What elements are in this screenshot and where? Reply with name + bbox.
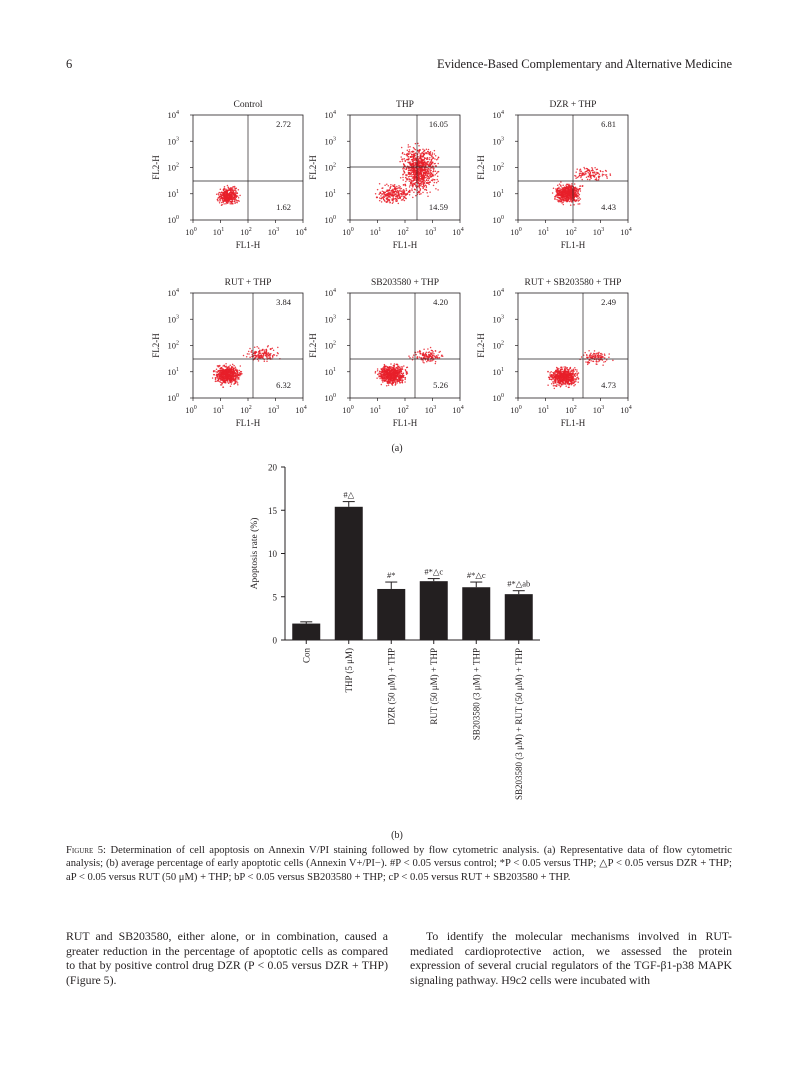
- y-tick-label: $10^1$: [167, 366, 179, 377]
- x-tick-label: $10^4$: [452, 227, 464, 237]
- x-tick-label: $10^0$: [185, 405, 197, 415]
- x-tick-label: $10^2$: [397, 227, 409, 237]
- body-text-left: RUT and SB203580, either alone, or in combination, caused a greater reduction in the percentage of apoptotic cells as compared to that by positive control drug DZR (P < 0.05 versus DZR + THP) (Figure 5).: [66, 929, 388, 987]
- bar: [420, 581, 448, 640]
- panel-a-label: (a): [391, 443, 403, 454]
- journal-title: Evidence-Based Complementary and Alternative Medicine: [436, 57, 732, 71]
- flow-panel-title: DZR + THP: [549, 100, 597, 110]
- figure-caption: [66, 844, 732, 884]
- y-tick-label: 10: [268, 549, 277, 559]
- x-tick-label: $10^0$: [342, 405, 354, 415]
- caption-lead: Figure 5:: [66, 845, 107, 856]
- y-tick-label: $10^3$: [167, 314, 179, 325]
- y-tick-label: $10^0$: [492, 215, 504, 225]
- x-tick-label: $10^4$: [452, 405, 464, 415]
- flow-panel: [151, 100, 307, 250]
- y-tick-label: $10^3$: [167, 136, 179, 147]
- x-tick-label: $10^1$: [212, 405, 225, 415]
- y-tick-label: $10^0$: [492, 393, 504, 403]
- lower-right-value: 1.62: [276, 202, 291, 212]
- y-axis-label: FL2-H: [308, 333, 318, 358]
- y-tick-label: $10^3$: [324, 314, 336, 325]
- scatter-points: [212, 345, 281, 388]
- panel-b-label: (b): [391, 830, 403, 841]
- y-tick-label: $10^4$: [324, 288, 336, 298]
- x-category-label: RUT (50 μM) + THP: [428, 648, 439, 725]
- y-tick-label: 0: [272, 635, 277, 646]
- scatter-points: [216, 185, 241, 206]
- y-tick-label: $10^1$: [324, 366, 336, 377]
- x-tick-label: $10^0$: [342, 227, 354, 237]
- y-tick-label: $10^1$: [492, 366, 504, 377]
- bar: [462, 587, 490, 640]
- y-tick-label: $10^2$: [324, 162, 336, 173]
- x-category-label: THP (5 μM): [343, 648, 354, 693]
- y-tick-label: 20: [268, 462, 277, 473]
- y-axis-label: FL2-H: [151, 333, 161, 358]
- flow-panel-title: Control: [233, 100, 263, 110]
- flow-panel-title: RUT + THP: [224, 278, 272, 288]
- y-tick-label: $10^4$: [324, 110, 336, 120]
- bar: [377, 589, 405, 640]
- x-axis-label: FL1-H: [392, 418, 418, 428]
- y-tick-label: $10^2$: [167, 162, 179, 173]
- y-tick-label: $10^2$: [492, 162, 504, 173]
- upper-right-value: 4.20: [433, 297, 448, 307]
- x-tick-label: $10^3$: [267, 405, 280, 415]
- x-axis-label: FL1-H: [235, 240, 261, 250]
- x-tick-label: $10^4$: [295, 405, 307, 415]
- x-axis-label: FL1-H: [560, 418, 586, 428]
- y-tick-label: $10^1$: [492, 188, 504, 199]
- x-category-label: SB203580 (3 μM) + THP: [471, 648, 482, 741]
- flow-panel: [308, 278, 464, 428]
- upper-right-value: 2.49: [601, 297, 616, 307]
- y-tick-label: $10^4$: [167, 110, 179, 120]
- x-tick-label: $10^3$: [592, 227, 605, 237]
- y-tick-label: $10^0$: [324, 393, 336, 403]
- y-tick-label: $10^3$: [324, 136, 336, 147]
- y-tick-label: $10^4$: [492, 110, 504, 120]
- flow-panel: [476, 278, 632, 428]
- x-tick-label: $10^4$: [620, 405, 632, 415]
- x-tick-label: $10^1$: [212, 227, 225, 237]
- y-tick-label: $10^1$: [167, 188, 179, 199]
- flow-cytometry-panels: [151, 100, 632, 428]
- upper-right-value: 2.72: [276, 119, 291, 129]
- y-tick-label: 5: [272, 592, 277, 603]
- x-tick-label: $10^1$: [537, 227, 550, 237]
- x-tick-label: $10^2$: [240, 227, 252, 237]
- x-axis-label: FL1-H: [392, 240, 418, 250]
- x-category-label: Con: [301, 648, 312, 664]
- y-tick-label: $10^3$: [492, 136, 504, 147]
- x-tick-label: $10^2$: [397, 405, 409, 415]
- y-tick-label: $10^0$: [167, 215, 179, 225]
- x-tick-label: $10^2$: [565, 405, 577, 415]
- x-tick-label: $10^4$: [620, 227, 632, 237]
- flow-panel-title: THP: [396, 100, 414, 110]
- bar: [292, 624, 320, 640]
- x-tick-label: $10^2$: [565, 227, 577, 237]
- caption-text: Determination of cell apoptosis on Annexin V/PI staining followed by flow cytometric analysis. (a) Representative data of flow cytometric analysis; (b) average percentage of early apoptotic cells (Annexin V+/PI−). #P < 0.05 versus control; *P < 0.05 versus THP; △P < 0.05 versus DZR + THP; aP < 0.05 versus RUT (50 μM) + THP; bP < 0.05 versus SB203580 + THP; cP < 0.05 versus RUT + SB203580 + THP.: [66, 845, 733, 883]
- apoptosis-bar-chart: [249, 463, 540, 800]
- upper-right-value: 16.05: [428, 119, 448, 129]
- significance-label: #*: [387, 570, 396, 581]
- x-axis-label: FL1-H: [560, 240, 586, 250]
- y-axis-title: Apoptosis rate (%): [250, 517, 260, 590]
- y-axis-label: FL2-H: [151, 155, 161, 180]
- significance-label: #*△ab: [507, 578, 531, 589]
- bar: [505, 594, 533, 640]
- lower-right-value: 6.32: [276, 380, 291, 390]
- x-category-label: DZR (50 μM) + THP: [386, 648, 397, 725]
- x-tick-label: $10^3$: [592, 405, 605, 415]
- flow-panel: [308, 100, 464, 250]
- scatter-points: [552, 167, 611, 206]
- lower-right-value: 4.73: [601, 380, 616, 390]
- upper-right-value: 3.84: [276, 297, 291, 307]
- x-tick-label: $10^4$: [295, 227, 307, 237]
- y-tick-label: $10^3$: [492, 314, 504, 325]
- x-tick-label: $10^3$: [424, 405, 437, 415]
- significance-label: #*△c: [424, 566, 444, 577]
- y-tick-label: $10^0$: [167, 393, 179, 403]
- y-tick-label: $10^2$: [324, 340, 336, 351]
- significance-label: #*△c: [466, 570, 486, 581]
- x-tick-label: $10^0$: [185, 227, 197, 237]
- body-text-right: To identify the molecular mechanisms involved in RUT-mediated cardioprotective action, we assessed the protein expression of several crucial regulators of the TGF-β1-p38 MAPK signaling pathway. H9c2 cells were incubated with: [410, 929, 732, 987]
- x-tick-label: $10^0$: [510, 227, 522, 237]
- y-tick-label: $10^2$: [167, 340, 179, 351]
- scatter-points: [375, 143, 440, 205]
- y-tick-label: $10^2$: [492, 340, 504, 351]
- x-tick-label: $10^1$: [369, 405, 382, 415]
- y-tick-label: $10^4$: [167, 288, 179, 298]
- lower-right-value: 14.59: [428, 202, 448, 212]
- flow-panel: [151, 278, 307, 428]
- y-tick-label: $10^0$: [324, 215, 336, 225]
- y-tick-label: $10^4$: [492, 288, 504, 298]
- y-tick-label: 15: [268, 505, 277, 516]
- x-tick-label: $10^1$: [369, 227, 382, 237]
- x-tick-label: $10^2$: [240, 405, 252, 415]
- y-tick-label: $10^1$: [324, 188, 336, 199]
- lower-right-value: 5.26: [433, 380, 448, 390]
- lower-right-value: 4.43: [601, 202, 616, 212]
- y-axis-label: FL2-H: [476, 333, 486, 358]
- x-tick-label: $10^3$: [424, 227, 437, 237]
- x-tick-label: $10^0$: [510, 405, 522, 415]
- flow-panel-title: RUT + SB203580 + THP: [524, 278, 622, 288]
- x-axis-label: FL1-H: [235, 418, 261, 428]
- x-tick-label: $10^3$: [267, 227, 280, 237]
- flow-panel: [476, 100, 632, 250]
- page-number: 6: [66, 57, 73, 71]
- x-tick-label: $10^1$: [537, 405, 550, 415]
- bar: [335, 507, 363, 640]
- y-axis-label: FL2-H: [308, 155, 318, 180]
- flow-panel-title: SB203580 + THP: [370, 278, 440, 288]
- y-axis-label: FL2-H: [476, 155, 486, 180]
- x-category-label: SB203580 (3 μM) + RUT (50 μM) + THP: [513, 648, 524, 800]
- upper-right-value: 6.81: [601, 119, 616, 129]
- significance-label: #△: [343, 489, 355, 500]
